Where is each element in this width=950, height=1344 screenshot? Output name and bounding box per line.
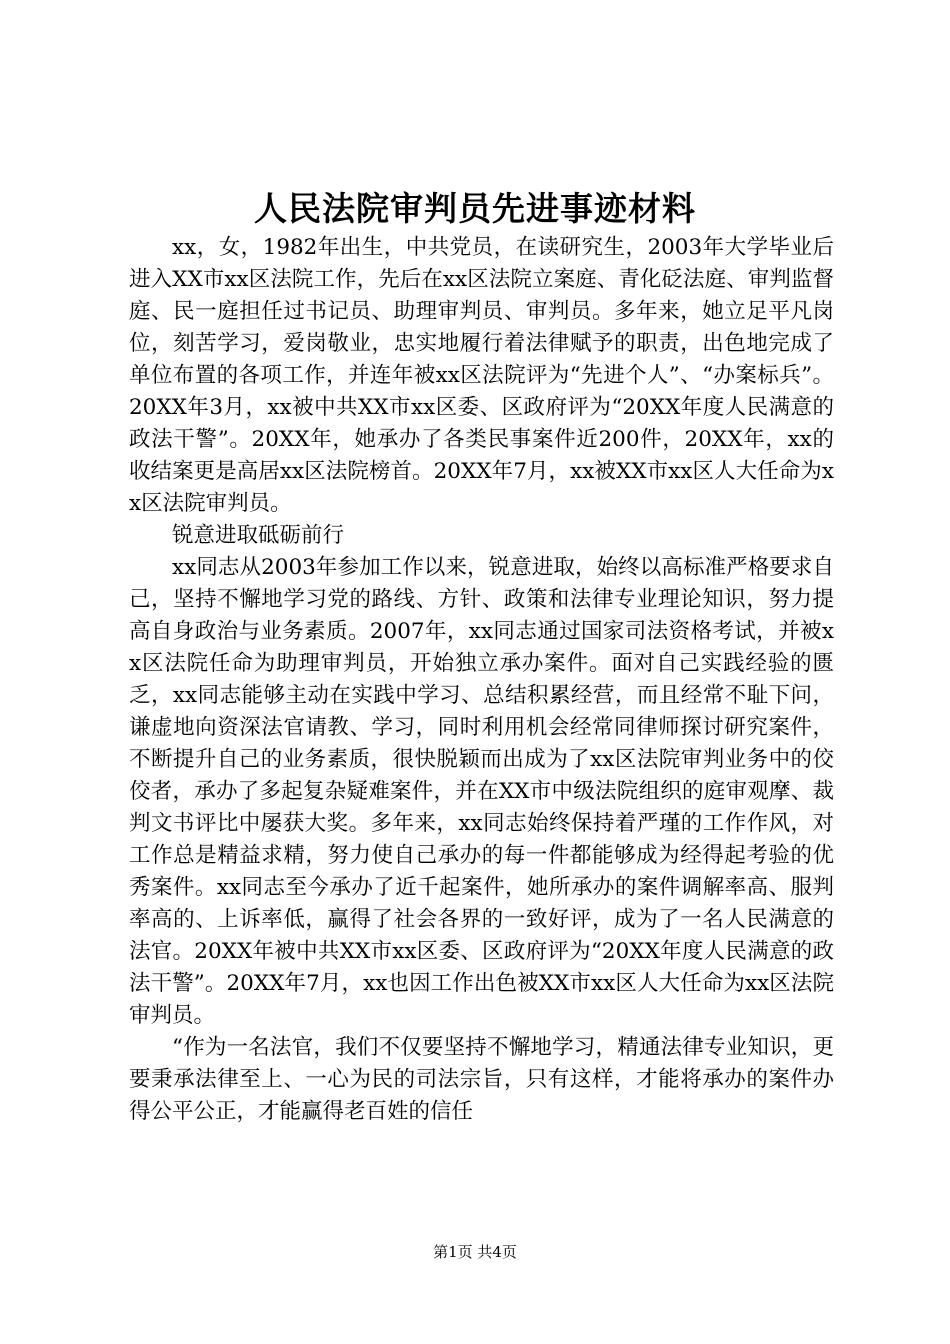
document-title: 人民法院审判员先进事迹材料: [254, 189, 696, 228]
document-body: [129, 232, 834, 1128]
page-number-footer: 第1页 共4页: [433, 1243, 517, 1261]
paragraph-intro: xx，女，1982年出生，中共党员，在读研究生，2003年大学毕业后进入XX市xx区法院工作，先后在xx区法院立案庭、青化砭法庭、审判监督庭、民一庭担任过书记员、助理审判员、审判员。多年来，她立足平凡岗位，刻苦学习，爱岗敬业，忠实地履行着法律赋予的职责，出色地完成了单位布置的各项工作，并连年被xx区法院评为“先进个人”、“办案标兵”。20XX年3月，xx被中共XX市xx区委、区政府评为“20XX年度人民满意的政法干警”。20XX年，她承办了各类民事案件近200件，20XX年，xx的收结案更是高居xx区法院榜首。20XX年7月，xx被XX市xx区人大任命为xx区法院审判员。: [129, 235, 834, 516]
paragraph-career: xx同志从2003年参加工作以来，锐意进取，始终以高标准严格要求自己，坚持不懈地学习党的路线、方针、政策和法律专业理论知识，努力提高自身政治与业务素质。2007年，xx同志通过国家司法资格考试，并被xx区法院任命为助理审判员，开始独立承办案件。面对自己实践经验的匮乏，xx同志能够主动在实践中学习、总结积累经营，而且经常不耻下问，谦虚地向资深法官请教、学习，同时利用机会经常同律师探讨研究案件，不断提升自己的业务素质，很快脱颖而出成为了xx区法院审判业务中的佼佼者，承办了多起复杂疑难案件，并在XX市中级法院组织的庭审观摩、裁判文书评比中屡获大奖。多年来，xx同志始终保持着严瑾的工作作风，对工作总是精益求精，努力使自己承办的每一件都能够成为经得起考验的优秀案件。xx同志至今承办了近千起案件，她所承办的案件调解率高、服判率高的、上诉率低，赢得了社会各界的一致好评，成为了一名人民满意的法官。20XX年被中共XX市xx区委、区政府评为“20XX年度人民满意的政法干警”。20XX年7月，xx也因工作出色被XX市xx区人大任命为xx区法院审判员。: [129, 555, 834, 1028]
section-heading: 锐意进取砥砺前行: [172, 523, 345, 548]
paragraph-quote: “作为一名法官，我们不仅要坚持不懈地学习，精通法律专业知识，更要秉承法律至上、一心为民的司法宗旨，只有这样，才能将承办的案件办得公平公正，才能赢得老百姓的信任: [129, 1035, 834, 1124]
